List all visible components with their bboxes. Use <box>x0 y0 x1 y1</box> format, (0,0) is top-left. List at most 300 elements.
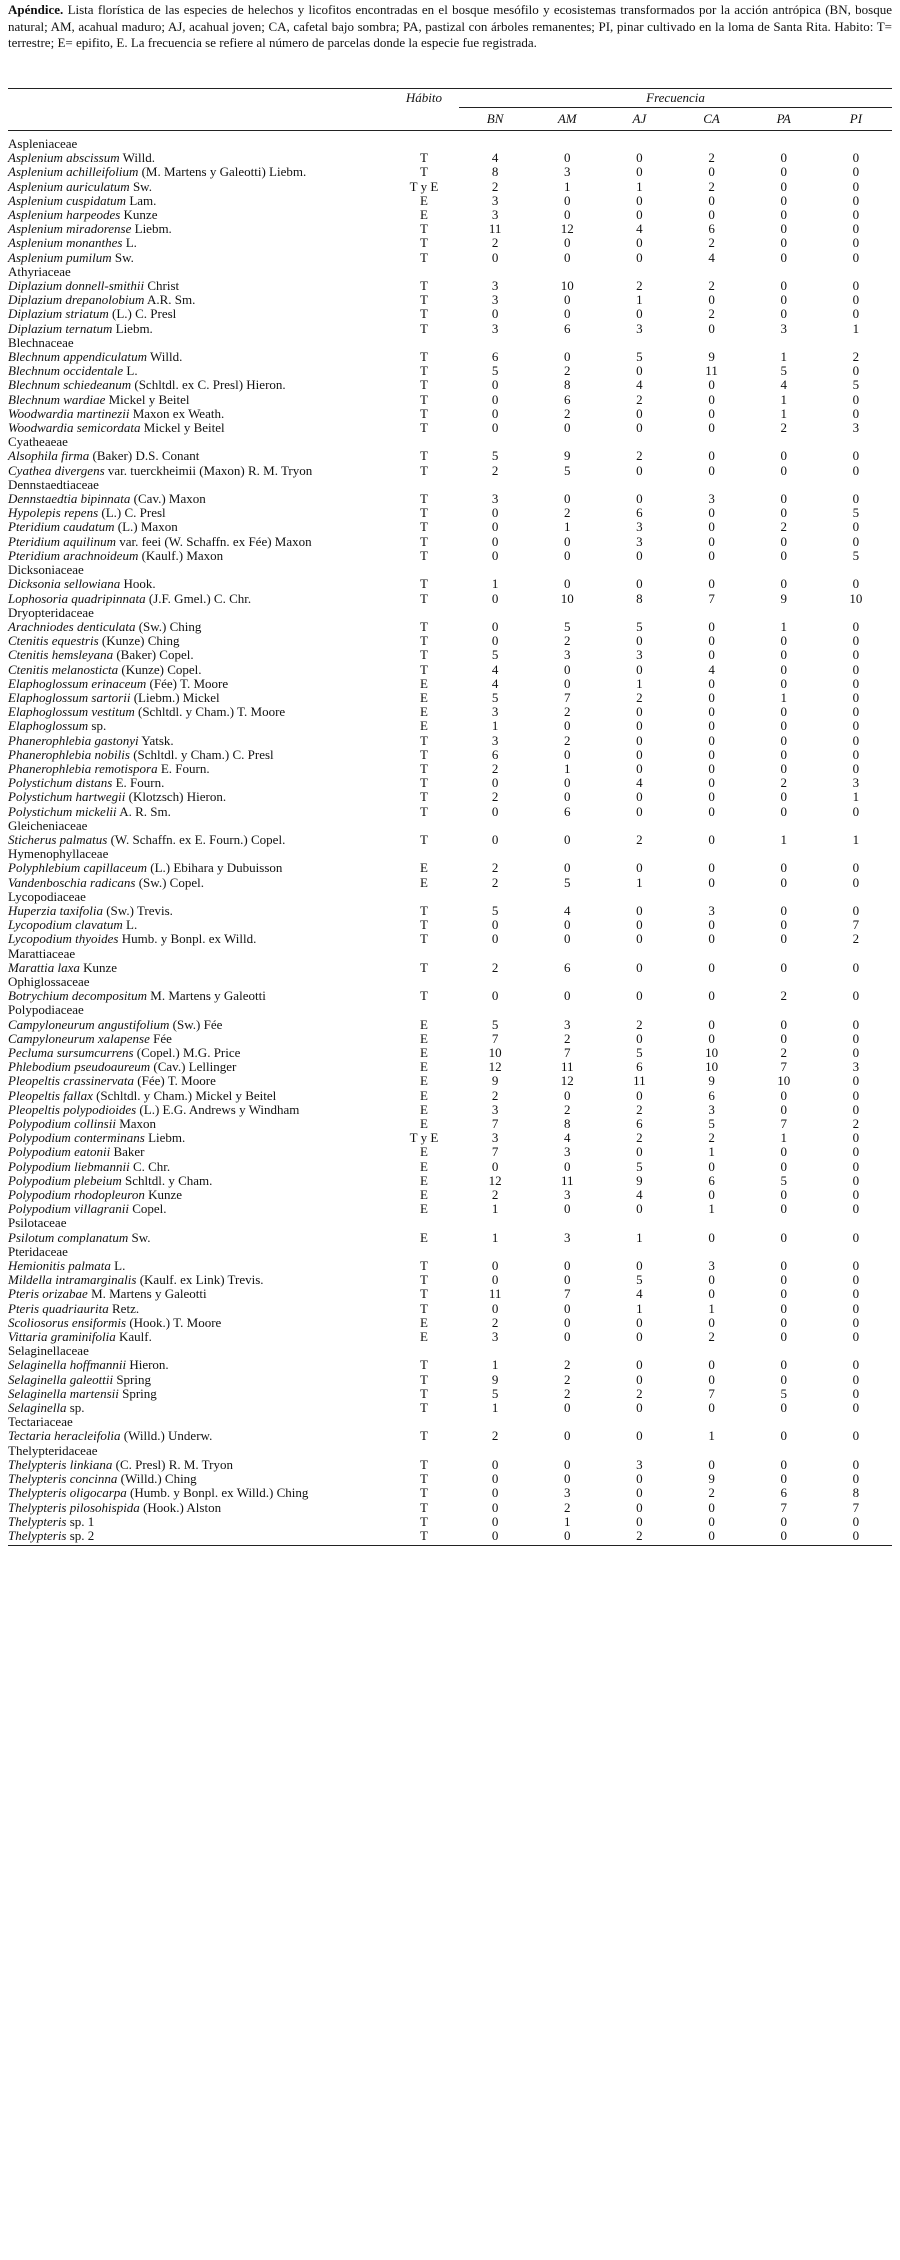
habit-cell: T <box>419 1499 428 1515</box>
col-header: BN <box>459 108 531 131</box>
frequency-cell: 0 <box>852 746 860 762</box>
habit-cell: E <box>419 1314 428 1330</box>
species-binomial: Asplenium auriculatum <box>8 178 130 194</box>
frequency-cell: 3 <box>636 647 643 663</box>
species-name <box>8 1202 389 1216</box>
frequency-cell: 6 <box>780 1485 787 1501</box>
frequency-cell: 4 <box>491 661 499 677</box>
frequency-cell: 0 <box>780 959 787 975</box>
frequency-cell: 0 <box>708 576 715 592</box>
frequency-cell: 8 <box>636 590 643 606</box>
frequency-cell: 0 <box>636 363 643 379</box>
species-author: Schltdl. y Cham. <box>124 1172 213 1188</box>
frequency-cell: 0 <box>491 420 499 436</box>
table-row <box>8 1358 892 1372</box>
species-binomial: Botrychium decompositum <box>8 988 148 1004</box>
species-binomial: Pecluma sursumcurrens <box>8 1045 134 1060</box>
species-binomial: Polypodium conterminans <box>8 1130 145 1146</box>
frequency-cell: 0 <box>708 533 715 549</box>
species-author: Hook. <box>123 576 156 592</box>
col-header: AM <box>531 108 603 131</box>
species-binomial: Selaginella <box>8 1400 67 1416</box>
frequency-cell: 0 <box>780 917 787 933</box>
frequency-cell: 6 <box>491 746 499 762</box>
species-author: E. Fourn. <box>115 775 165 791</box>
frequency-cell: 2 <box>852 931 860 947</box>
species-author: (Kunze) Copel. <box>121 661 202 677</box>
species-binomial: Elaphoglossum vestitum <box>8 704 135 720</box>
species-binomial: Marattia laxa <box>8 959 80 975</box>
frequency-cell: 0 <box>780 1101 787 1117</box>
frequency-cell: 12 <box>488 1059 502 1075</box>
frequency-cell: 12 <box>560 221 574 237</box>
frequency-cell: 0 <box>564 1087 571 1103</box>
frequency-cell: 0 <box>636 491 643 507</box>
frequency-cell: 1 <box>852 320 860 336</box>
family-row <box>8 1216 892 1230</box>
habit-cell: T <box>419 1400 428 1416</box>
frequency-cell: 0 <box>675 1529 747 1546</box>
species-author: (J.F. Gmel.) C. Chr. <box>148 590 252 606</box>
frequency-cell: 0 <box>636 1357 643 1373</box>
frequency-cell: 0 <box>636 959 643 975</box>
frequency-cell: 1 <box>780 831 787 847</box>
family-row <box>8 606 892 620</box>
species-binomial: Ctenitis hemsleyana <box>8 647 114 663</box>
frequency-cell: 0 <box>852 1428 860 1444</box>
species-name <box>8 1074 389 1088</box>
frequency-cell: 6 <box>708 221 715 237</box>
frequency-cell: 0 <box>852 1187 860 1203</box>
frequency-cell: 0 <box>852 292 860 308</box>
species-author: C. Chr. <box>132 1158 171 1174</box>
species-name <box>8 307 389 321</box>
species-name <box>8 350 389 364</box>
species-author: L. <box>125 235 137 251</box>
species-author: Spring <box>116 1371 151 1387</box>
frequency-cell: 0 <box>852 689 860 705</box>
frequency-cell: 0 <box>852 249 860 265</box>
frequency-cell: 0 <box>708 917 715 933</box>
species-name <box>8 918 389 932</box>
species-author: Kunze <box>148 1187 183 1203</box>
frequency-cell: 0 <box>564 1428 571 1444</box>
species-author: (W. Schaffn. ex E. Fourn.) Copel. <box>110 831 286 847</box>
frequency-cell: 0 <box>852 803 860 819</box>
frequency-cell: 2 <box>636 1101 643 1117</box>
species-author: A.R. Sm. <box>146 292 196 308</box>
species-binomial: Blechnum wardiae <box>8 391 106 407</box>
species-name <box>8 677 389 691</box>
frequency-cell: 3 <box>491 732 499 748</box>
table-row <box>8 1259 892 1273</box>
species-binomial: Lycopodium clavatum <box>8 917 123 933</box>
frequency-cell: 1 <box>491 576 499 592</box>
species-name <box>8 663 389 677</box>
frequency-cell: 0 <box>852 491 860 507</box>
family-name: Cyatheaeae <box>8 434 68 450</box>
species-name <box>8 620 389 634</box>
frequency-cell: 3 <box>564 1485 571 1501</box>
species-name <box>8 762 389 776</box>
table-row <box>8 506 892 520</box>
species-binomial: Diplazium donnell-smithii <box>8 278 145 294</box>
species-author: L. <box>126 917 138 933</box>
frequency-cell: 5 <box>491 689 499 705</box>
family-row <box>8 563 892 577</box>
frequency-cell: 8 <box>491 164 499 180</box>
species-name <box>8 1501 389 1515</box>
frequency-cell: 2 <box>491 1187 499 1203</box>
family-name: Polypodiaceae <box>8 1002 84 1018</box>
species-name <box>8 194 389 208</box>
frequency-cell: 0 <box>780 732 787 748</box>
table-row <box>8 734 892 748</box>
frequency-cell: 0 <box>491 988 499 1004</box>
frequency-cell: 9 <box>708 349 715 365</box>
frequency-cell: 1 <box>636 1229 643 1245</box>
frequency-cell: 2 <box>708 1130 715 1146</box>
frequency-cell: 0 <box>531 1529 603 1546</box>
frequency-cell: 10 <box>560 590 574 606</box>
frequency-cell: 0 <box>852 959 860 975</box>
table-row <box>8 449 892 463</box>
frequency-cell: 3 <box>491 704 499 720</box>
frequency-cell: 7 <box>564 689 571 705</box>
frequency-cell: 0 <box>636 1201 643 1217</box>
species-name <box>8 1373 389 1387</box>
header-species <box>8 89 389 108</box>
species-binomial: Thelypteris oligocarpa <box>8 1485 127 1501</box>
species-binomial: Sticherus palmatus <box>8 831 108 847</box>
species-binomial: Polypodium rhodopleuron <box>8 1187 145 1203</box>
frequency-cell: 0 <box>708 860 715 876</box>
table-row <box>8 1188 892 1202</box>
habit-cell: T <box>419 576 428 592</box>
frequency-cell: 3 <box>491 292 499 308</box>
frequency-cell: 0 <box>708 831 715 847</box>
frequency-cell: 5 <box>491 363 499 379</box>
frequency-cell: 10 <box>560 278 574 294</box>
family-name: Marattiaceae <box>8 945 76 961</box>
frequency-cell: 0 <box>564 1272 571 1288</box>
habit-cell: T <box>419 1258 428 1274</box>
species-author: Liebm. <box>134 221 172 237</box>
species-name <box>8 1174 389 1188</box>
frequency-cell: 2 <box>636 1385 643 1401</box>
frequency-cell: 0 <box>780 1400 787 1416</box>
frequency-cell: 0 <box>780 1016 787 1032</box>
frequency-cell: 7 <box>780 1499 787 1515</box>
frequency-cell: 0 <box>708 689 715 705</box>
family-row <box>8 435 892 449</box>
table-row <box>8 407 892 421</box>
habit-cell: T <box>419 249 428 265</box>
frequency-cell: 7 <box>491 1030 499 1046</box>
habit-cell: E <box>419 1201 428 1217</box>
table-row <box>8 1202 892 1216</box>
species-name <box>8 520 389 534</box>
table-row <box>8 1231 892 1245</box>
frequency-cell: 0 <box>708 1400 715 1416</box>
frequency-cell: 0 <box>780 576 787 592</box>
frequency-cell: 0 <box>708 959 715 975</box>
frequency-cell: 0 <box>708 1513 715 1529</box>
frequency-cell: 0 <box>780 633 787 649</box>
species-binomial: Elaphoglossum <box>8 718 89 734</box>
species-name <box>8 506 389 520</box>
frequency-cell: 2 <box>564 1357 571 1373</box>
habit-cell: T <box>419 746 428 762</box>
frequency-cell: 6 <box>636 1059 643 1075</box>
frequency-cell: 0 <box>708 1499 715 1515</box>
species-name <box>8 989 389 1003</box>
species-binomial: Pteris quadriaurita <box>8 1300 109 1316</box>
table-row <box>8 393 892 407</box>
frequency-cell: 0 <box>636 704 643 720</box>
frequency-cell: 0 <box>564 249 571 265</box>
frequency-cell: 2 <box>491 760 499 776</box>
frequency-cell: 0 <box>564 1314 571 1330</box>
species-binomial: Blechnum appendiculatum <box>8 349 147 365</box>
family-row <box>8 847 892 861</box>
frequency-cell: 4 <box>491 150 499 166</box>
species-name <box>8 805 389 819</box>
habit-cell: T <box>419 278 428 294</box>
species-author: Copel. <box>132 1201 167 1217</box>
frequency-cell: 0 <box>636 917 643 933</box>
frequency-cell: 4 <box>780 377 787 393</box>
frequency-cell: 0 <box>636 661 643 677</box>
frequency-cell: 2 <box>708 235 715 251</box>
species-name <box>8 251 389 265</box>
species-name <box>8 1103 389 1117</box>
frequency-cell: 0 <box>491 1499 499 1515</box>
frequency-cell: 0 <box>636 633 643 649</box>
table-row <box>8 1373 892 1387</box>
frequency-cell: 11 <box>633 1073 646 1089</box>
habit-cell: T <box>419 959 428 975</box>
species-author: (Klotzsch) Hieron. <box>128 789 227 805</box>
table-row <box>8 861 892 875</box>
col-header: CA <box>675 108 747 131</box>
frequency-cell: 0 <box>636 192 643 208</box>
frequency-cell: 9 <box>491 1073 499 1089</box>
species-author: (Schltdl. y Cham.) C. Presl <box>133 746 274 762</box>
species-binomial: Dennstaedtia bipinnata <box>8 491 131 507</box>
frequency-cell: 0 <box>708 618 715 634</box>
frequency-cell: 0 <box>780 505 787 521</box>
frequency-cell: 0 <box>636 1314 643 1330</box>
frequency-cell: 0 <box>708 320 715 336</box>
habit-cell: T <box>419 732 428 748</box>
frequency-cell: 2 <box>564 1499 571 1515</box>
species-name <box>8 748 389 762</box>
frequency-cell: 2 <box>564 704 571 720</box>
frequency-cell: 0 <box>708 633 715 649</box>
frequency-cell: 1 <box>491 1201 499 1217</box>
species-author: (Fée) T. Moore <box>137 1073 216 1089</box>
frequency-cell: 0 <box>491 391 499 407</box>
family-name: Athyriaceae <box>8 263 71 279</box>
species-name <box>8 719 389 733</box>
frequency-cell: 2 <box>491 178 499 194</box>
frequency-cell: 0 <box>636 306 643 322</box>
habit-cell: T <box>419 1385 428 1401</box>
frequency-cell: 7 <box>780 1059 787 1075</box>
table-row <box>8 378 892 392</box>
family-name: Lycopodiaceae <box>8 888 86 904</box>
frequency-cell: 7 <box>852 917 860 933</box>
habit-cell: T <box>419 931 428 947</box>
frequency-cell: 2 <box>491 235 499 251</box>
frequency-cell: 4 <box>564 1130 571 1146</box>
species-author: Sw. <box>131 1229 151 1245</box>
species-author: Maxon <box>119 1116 157 1132</box>
habit-cell: T <box>419 803 428 819</box>
species-name <box>8 1358 389 1372</box>
frequency-cell: 0 <box>708 547 715 563</box>
frequency-cell: 2 <box>636 448 643 464</box>
frequency-cell: 2 <box>780 1045 787 1060</box>
frequency-cell: 0 <box>852 576 860 592</box>
frequency-cell: 0 <box>564 1258 571 1274</box>
table-row <box>8 1287 892 1301</box>
habit-cell: E <box>419 704 428 720</box>
frequency-cell: 0 <box>564 420 571 436</box>
frequency-cell: 5 <box>708 1116 715 1132</box>
frequency-cell: 2 <box>491 789 499 805</box>
species-author: M. Martens y Galeotti <box>150 988 266 1004</box>
frequency-cell: 0 <box>636 1428 643 1444</box>
species-author: sp. 2 <box>69 1527 95 1543</box>
frequency-cell: 10 <box>777 1073 791 1089</box>
frequency-cell: 0 <box>636 1471 643 1487</box>
frequency-cell: 0 <box>780 1286 787 1302</box>
frequency-cell: 0 <box>636 718 643 734</box>
species-binomial: Asplenium harpeodes <box>8 207 121 223</box>
species-author: Mickel y Beitel <box>108 391 190 407</box>
frequency-cell: 0 <box>852 1400 860 1416</box>
frequency-cell: 0 <box>780 533 787 549</box>
frequency-cell: 0 <box>564 860 571 876</box>
frequency-cell: 2 <box>636 689 643 705</box>
frequency-cell: 0 <box>708 391 715 407</box>
species-name <box>8 165 389 179</box>
species-name <box>8 1089 389 1103</box>
frequency-cell: 5 <box>491 1385 499 1401</box>
frequency-cell: 0 <box>708 874 715 890</box>
frequency-cell: 0 <box>564 1329 571 1345</box>
species-author: var. tuerckheimii (Maxon) R. M. Tryon <box>107 462 313 478</box>
species-author: (Copel.) M.G. Price <box>136 1045 241 1060</box>
species-name <box>8 322 389 336</box>
frequency-cell: 9 <box>780 590 787 606</box>
frequency-cell: 0 <box>780 1158 787 1174</box>
frequency-cell: 1 <box>564 1513 571 1529</box>
frequency-cell: 0 <box>564 576 571 592</box>
species-author: (Willd.) Ching <box>120 1471 197 1487</box>
species-table <box>8 88 892 1546</box>
habit-cell: T <box>419 775 428 791</box>
table-row <box>8 293 892 307</box>
species-author: (Willd.) Underw. <box>123 1428 213 1444</box>
frequency-cell: 2 <box>491 860 499 876</box>
frequency-cell: 0 <box>564 746 571 762</box>
species-name <box>8 904 389 918</box>
frequency-cell: 0 <box>852 1016 860 1032</box>
species-author: Christ <box>147 278 180 294</box>
species-author: (Hook.) Alston <box>143 1499 222 1515</box>
frequency-cell: 3 <box>636 533 643 549</box>
species-name <box>8 1529 389 1546</box>
frequency-cell: 0 <box>564 235 571 251</box>
frequency-cell: 0 <box>708 207 715 223</box>
species-author: A. R. Sm. <box>119 803 171 819</box>
species-name <box>8 393 389 407</box>
species-author: (Sw.) Trevis. <box>106 902 173 918</box>
species-name <box>8 492 389 506</box>
species-name <box>8 634 389 648</box>
frequency-cell: 10 <box>705 1059 719 1075</box>
table-body <box>8 131 892 1546</box>
table-row <box>8 762 892 776</box>
frequency-cell: 0 <box>852 1456 860 1472</box>
frequency-cell: 0 <box>636 1499 643 1515</box>
frequency-cell: 1 <box>491 718 499 734</box>
species-name <box>8 648 389 662</box>
frequency-cell: 1 <box>491 1400 499 1416</box>
species-author: (L.) C. Presl <box>101 505 166 521</box>
species-name <box>8 1060 389 1074</box>
table-row <box>8 549 892 563</box>
frequency-cell: 0 <box>636 150 643 166</box>
table-row <box>8 577 892 591</box>
species-binomial: Polypodium collinsii <box>8 1116 116 1132</box>
frequency-cell: 5 <box>852 377 860 393</box>
species-name <box>8 961 389 975</box>
habit-cell: T <box>419 1471 428 1487</box>
frequency-cell: 0 <box>708 732 715 748</box>
frequency-cell: 0 <box>780 1329 787 1345</box>
species-name <box>8 549 389 563</box>
frequency-cell: 0 <box>780 221 787 237</box>
frequency-cell: 1 <box>780 349 787 365</box>
table-row <box>8 1401 892 1415</box>
frequency-cell: 0 <box>780 1513 787 1529</box>
frequency-cell: 0 <box>852 1201 860 1217</box>
frequency-cell: 0 <box>852 1258 860 1274</box>
table-row <box>8 165 892 179</box>
frequency-cell: 0 <box>636 420 643 436</box>
frequency-cell: 0 <box>852 363 860 379</box>
table-row <box>8 1032 892 1046</box>
habit-cell: T <box>419 505 428 521</box>
habit-cell: T <box>419 221 428 237</box>
frequency-cell: 0 <box>636 207 643 223</box>
frequency-cell: 0 <box>708 1229 715 1245</box>
frequency-cell: 0 <box>852 874 860 890</box>
frequency-cell: 0 <box>564 491 571 507</box>
frequency-cell: 3 <box>564 164 571 180</box>
frequency-cell: 0 <box>708 1030 715 1046</box>
species-binomial: Dicksonia sellowiana <box>8 576 121 592</box>
table-row <box>8 1089 892 1103</box>
frequency-cell: 0 <box>852 164 860 180</box>
table-row <box>8 677 892 691</box>
species-name <box>8 1458 389 1472</box>
frequency-cell: 0 <box>564 661 571 677</box>
